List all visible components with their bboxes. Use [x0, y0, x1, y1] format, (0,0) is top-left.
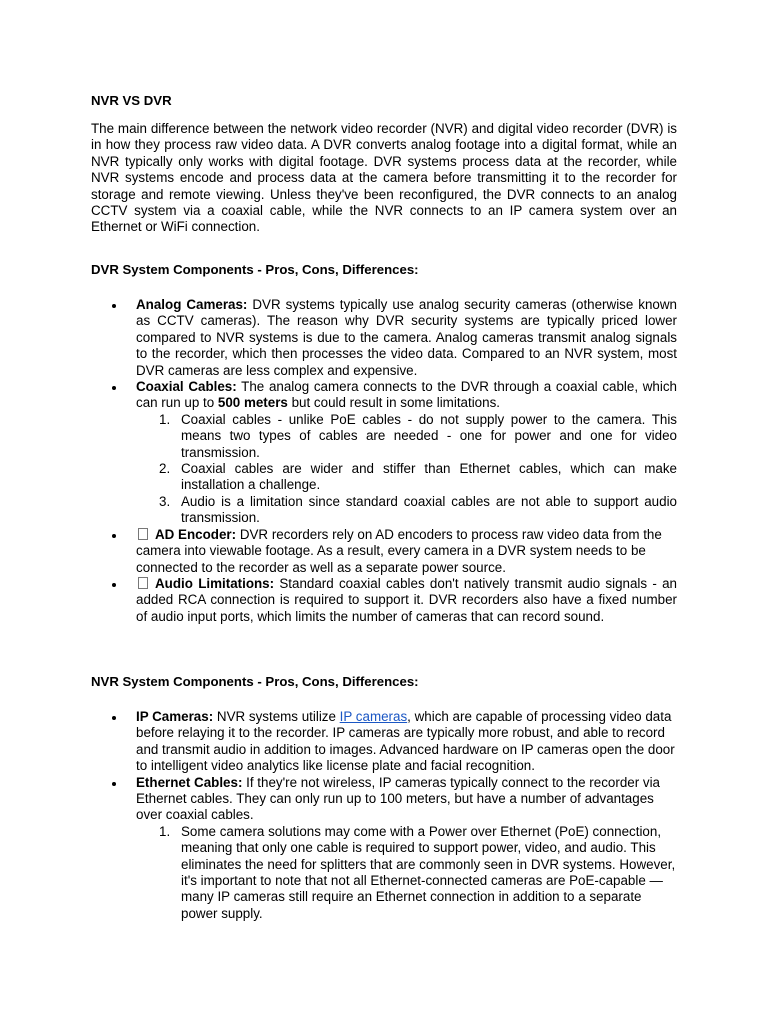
bullet-icon	[112, 386, 116, 390]
bullet-icon	[112, 716, 116, 720]
nvr-section-heading: NVR System Components - Pros, Cons, Differences:	[91, 674, 419, 689]
bullet-icon	[112, 534, 116, 538]
list-item-ethernet-cables	[136, 775, 677, 923]
sub-item-text: Audio is a limitation since standard coaxial cables are not able to support audio transmission.	[181, 493, 677, 526]
sub-item-text: Some camera solutions may come with a Power over Ethernet (PoE) connection, meaning that only one cable is required to support power, video, and audio. This eliminates the need for splitters that are commonly seen in DVR systems. However, it's important to note that not all Ethernet-connected cameras are PoE-capable — many IP cameras still require an Ethernet connection in addition to a separate power supply.	[181, 823, 676, 921]
item-text: DVR systems typically use analog security cameras (otherwise known as CCTV cameras). The reason why DVR security systems are typically priced lower compared to NVR systems is due to the camera. Analog cameras transmit analog signals to the recorder, which then processes the video data. Compared to an NVR system, most DVR cameras are less complex and expensive.	[136, 297, 677, 378]
intro-paragraph: The main difference between the network video recorder (NVR) and digital video recorder (DVR) is in how they process raw video data. A DVR converts analog footage into a digital format, while an NVR typically only works with digital footage. DVR systems process data at the recorder, while NVR systems encode and process data at the camera before transmitting it to the recorder for storage and remote viewing. Unless they've been reconfigured, the DVR connects to an analog CCTV system via a coaxial cable, while the NVR connects to an IP camera system over an Ethernet or WiFi connection.	[91, 121, 677, 235]
item-label: Audio Limitations:	[155, 575, 275, 591]
ethernet-sublist	[136, 824, 677, 922]
item-label: AD Encoder:	[155, 526, 237, 542]
dvr-section-heading: DVR System Components - Pros, Cons, Differences:	[91, 262, 419, 277]
list-item-analog-cameras	[136, 297, 677, 379]
list-item-audio-limitations	[136, 576, 677, 625]
item-text: NVR systems utilize	[213, 709, 340, 724]
item-text-end: , which are capable of processing video data before relaying it to the recorder. IP cameras are typically more robust, and able to record and transmit audio in addition to images. Advanced hardware on IP cameras open the door to intelligent video analytics like license plate and facial recognition.	[136, 709, 675, 774]
sub-item-number: 2.	[159, 461, 171, 477]
coaxial-sublist	[136, 412, 677, 527]
sub-item-number: 1.	[159, 823, 171, 839]
item-text: If they're not wireless, IP cameras typically connect to the recorder via Ethernet cables. They can only run up to 100 meters, but have a number of advantages over coaxial cables.	[136, 774, 661, 823]
sub-item-number: 1.	[159, 411, 171, 427]
checkbox-glyph-icon	[138, 577, 148, 589]
sub-item-text: Coaxial cables are wider and stiffer than Ethernet cables, which can make installation a challenge.	[181, 461, 677, 493]
item-label: IP Cameras:	[136, 709, 214, 724]
sub-item-text: Coaxial cables - unlike PoE cables - do not supply power to the camera. This means two types of cables are needed - one for power and one for video transmission.	[181, 411, 677, 460]
list-item-ip-cameras	[136, 709, 677, 775]
bullet-icon	[112, 583, 116, 587]
item-text: The analog camera connects to the DVR through a coaxial cable, which can run up to	[136, 379, 677, 411]
bullet-icon	[112, 304, 116, 308]
dvr-components-list	[136, 297, 677, 625]
ip-cameras-link[interactable]: IP cameras	[339, 709, 408, 724]
sub-list-item	[136, 461, 677, 494]
item-label: Coaxial Cables:	[136, 379, 237, 395]
item-text-end: but could result in some limitations.	[287, 395, 500, 411]
item-label: Ethernet Cables:	[136, 774, 243, 790]
sub-list-item	[136, 412, 677, 461]
doc-title: NVR VS DVR	[91, 93, 172, 108]
item-text: DVR recorders rely on AD encoders to process raw video data from the camera into viewable footage. As a result, every camera in a DVR system needs to be connected to the recorder as well as a separate power source.	[136, 526, 662, 575]
sub-item-number: 3.	[159, 493, 171, 509]
item-bold-value: 500 meters	[217, 395, 288, 411]
bullet-icon	[112, 782, 116, 786]
item-text: Standard coaxial cables don't natively transmit audio signals - an added RCA connection is required to support it. DVR recorders also have a fixed number of audio input ports, which limits the number of cameras that can record sound.	[136, 575, 677, 624]
list-item-coaxial-cables	[136, 379, 677, 527]
checkbox-glyph-icon	[138, 528, 148, 540]
sub-list-item	[136, 494, 677, 527]
nvr-components-list	[136, 709, 677, 922]
sub-list-item	[136, 824, 677, 922]
list-item-ad-encoder	[136, 527, 677, 576]
item-label: Analog Cameras:	[136, 297, 248, 312]
